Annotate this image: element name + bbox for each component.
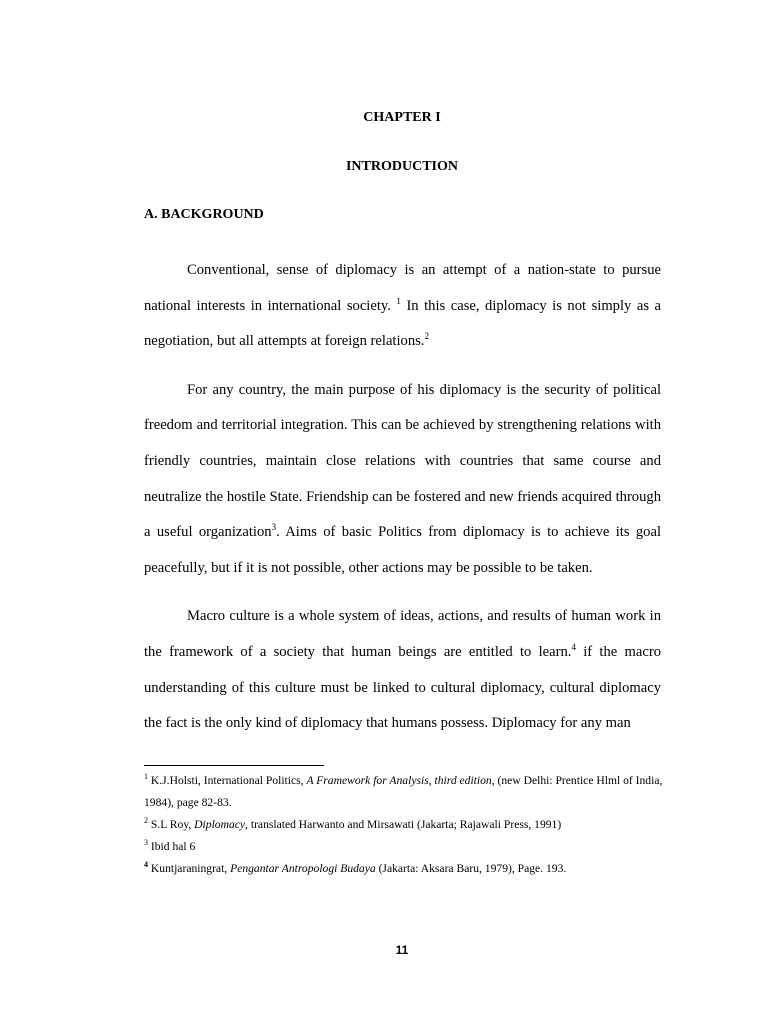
footnote-2-title: Diplomacy xyxy=(194,818,246,831)
chapter-title: CHAPTER I xyxy=(363,110,441,125)
paragraph-1 xyxy=(144,253,661,360)
footnotes xyxy=(144,770,664,880)
footnote-4 xyxy=(144,858,664,880)
footnote-separator xyxy=(144,765,324,766)
footnote-2-text: S.L Roy, xyxy=(148,818,195,831)
body-text xyxy=(144,253,661,755)
paragraph-1-text-a: Conventional, sense of diplomacy is an attempt of a nation-state to pursue national interests in international society. xyxy=(144,262,661,314)
paragraph-3 xyxy=(144,599,661,741)
footnote-2 xyxy=(144,814,664,836)
footnote-1 xyxy=(144,770,664,814)
footnote-4-mark: 4 xyxy=(144,860,148,869)
footnote-4-title: Pengantar Antropologi Budaya xyxy=(230,862,376,875)
paragraph-1-text-b: In this case, diplomacy is not simply as a negotiation, but all attempts at foreign relations. xyxy=(144,297,661,350)
footnote-1-text: K.J.Holsti, International Politics, xyxy=(148,774,307,787)
footnote-1-mark: 1 xyxy=(144,772,148,781)
footnote-1-title: A Framework for Analysis, third edition, xyxy=(306,774,495,787)
paragraph-2-text-b: . Aims of basic Politics from diplomacy is to achieve its goal peacefully, but if it is not possible, other actions may be possible to be taken. xyxy=(144,524,662,576)
paragraph-3-text-a: Macro culture is a whole system of ideas, actions, and results of human work in the framework of a society that human beings are entitled to learn. xyxy=(144,608,661,660)
footnote-2-mark: 2 xyxy=(144,816,148,825)
paragraph-2 xyxy=(144,373,661,587)
footnote-4-source: (Jakarta: Aksara Baru, 1979), Page. 193. xyxy=(375,862,567,875)
footnote-3-mark: 3 xyxy=(144,838,148,847)
footnote-3-text: Ibid hal 6 xyxy=(148,840,196,853)
paragraph-2-text-a: For any country, the main purpose of his diplomacy is the security of political freedom and territorial integration. This can be achieved by strengthening relations with friendly countries, maintain close relations with countries that same course and neutralize the hostile State. Friendship can be fostered and new friends acquired through a useful organization xyxy=(144,381,661,541)
footnote-4-text: Kuntjaraningrat, xyxy=(148,862,231,875)
footnote-ref-4: 4 xyxy=(571,641,576,652)
footnote-ref-3: 3 xyxy=(271,522,277,533)
footnote-ref-1: 1 xyxy=(396,295,401,306)
page-number: 11 xyxy=(395,943,409,957)
footnote-2-source: , translated Harwanto and Mirsawati (Jakarta; Rajawali Press, 1991) xyxy=(245,818,562,831)
footnote-1-source: (new Delhi: Prentice Hlml of India, 1984), page 82-83. xyxy=(144,774,663,809)
section-heading: A. BACKGROUND xyxy=(144,207,264,222)
paragraph-3-text-b: if the macro understanding of this culture must be linked to cultural diplomacy, cultural diplomacy the fact is the only kind of diplomacy that humans possess. Diplomacy for any man xyxy=(144,643,662,732)
footnote-ref-2: 2 xyxy=(424,331,429,342)
footnote-3 xyxy=(144,836,664,858)
introduction-title: INTRODUCTION xyxy=(345,159,458,174)
